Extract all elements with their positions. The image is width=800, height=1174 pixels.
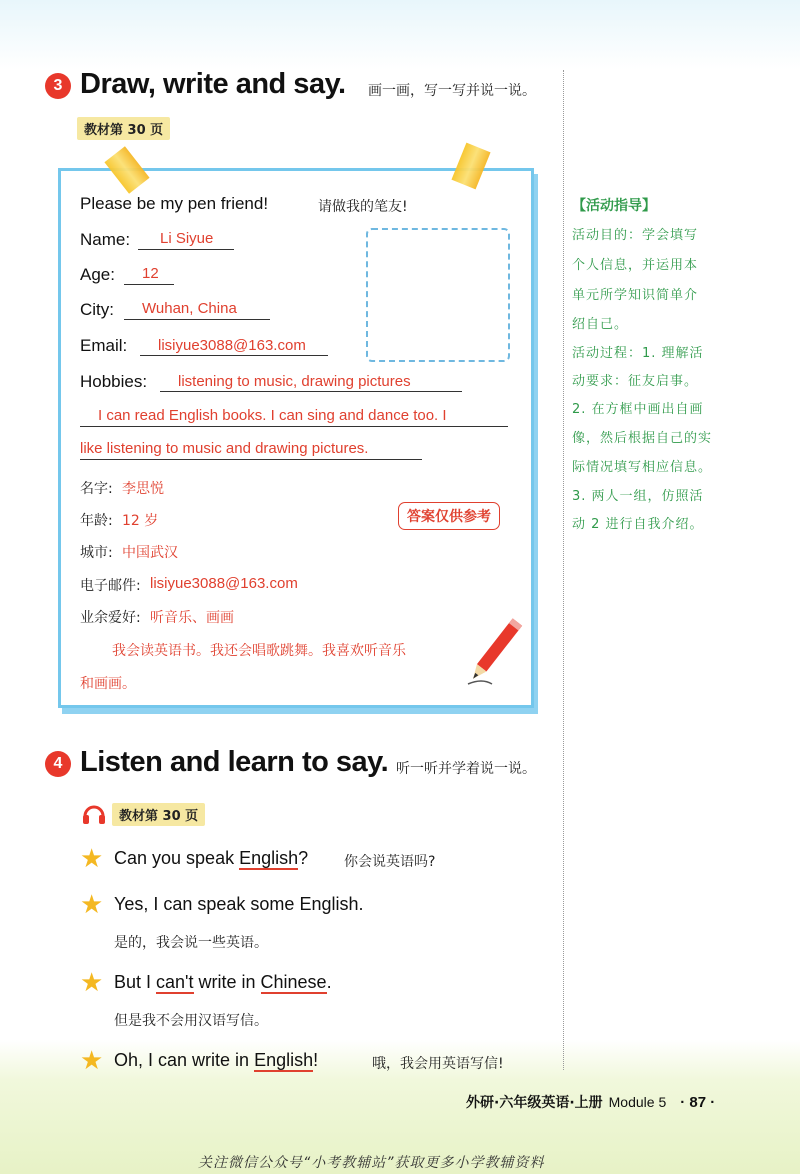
guide-line: 际情况填写相应信息。 [572,460,713,475]
section-4-title: Listen and learn to say. [80,746,389,778]
column-divider [563,70,564,1070]
city-label: City: [80,300,114,319]
guide-line: 活动过程：1. 理解活 [572,346,704,361]
section-4-number: 4 [45,751,71,777]
book-title: 外研·六年级英语·上册 [466,1095,603,1111]
watermark-text: 关注微信公众号“小考教辅站”获取更多小学教辅资料 [198,1155,545,1171]
cn-hobby-label: 业余爱好: [80,610,141,626]
cn-hobby-value: 听音乐、画画 [150,610,234,626]
reference-answer-stamp: 答案仅供参考 [398,502,500,530]
self-portrait-frame [366,228,510,362]
page-footer [466,1092,715,1112]
guide-line: 2. 在方框中画出自画 [572,402,704,417]
star-icon: ★ [80,1046,104,1076]
city-value: Wuhan, China [142,300,237,317]
age-underline [124,284,174,285]
cn-city-value: 中国武汉 [122,545,178,561]
dialogue-line-3-cn: 但是我不会用汉语写信。 [114,1013,268,1029]
age-label: Age: [80,265,115,284]
intro-line-2: like listening to music and drawing pictures. [80,440,369,457]
cn-age-label: 年龄: [80,513,113,529]
dialogue-line-2-cn: 是的，我会说一些英语。 [114,935,268,951]
hobbies-value: listening to music, drawing pictures [178,373,411,390]
guide-title: 【活动指导】 [572,198,656,214]
guide-line: 动要求：征友启事。 [572,374,699,389]
guide-line: 3. 两人一组，仿照活 [572,489,704,504]
guide-line: 活动目的：学会填写 [572,228,699,243]
intro-underline-1 [80,426,508,427]
star-icon: ★ [80,844,104,874]
city-underline [124,319,270,320]
guide-line: 绍自己。 [572,317,629,332]
section-3-title: Draw, write and say. [80,68,346,100]
section-3-number: 3 [45,73,71,99]
dialogue-line-3: But I can't write in Chinese. [114,972,332,992]
intro-underline-2 [80,459,422,460]
name-label: Name: [80,230,131,249]
form-heading-cn: 请做我的笔友! [318,199,408,215]
email-label: Email: [80,336,128,355]
star-icon: ★ [80,968,104,998]
cn-age-value: 12 岁 [122,513,159,529]
dialogue-line-1-cn: 你会说英语吗? [344,854,436,870]
dialogue-line-2: Yes, I can speak some English. [114,894,364,914]
cn-name-value: 李思悦 [122,481,164,497]
cn-city-label: 城市: [80,545,113,561]
cn-name-label: 名字: [80,481,113,497]
page-number: · 87 · [680,1094,716,1111]
name-underline [138,249,234,250]
guide-line: 单元所学知识简单介 [572,288,699,303]
guide-line: 像，然后根据自己的实 [572,431,713,446]
cn-email-label: 电子邮件: [80,578,141,594]
intro-line-1: I can read English books. I can sing and dance too. I [98,407,447,424]
email-value: lisiyue3088@163.com [158,337,306,354]
star-icon: ★ [80,890,104,920]
cn-intro-line-1: 我会读英语书。我还会唱歌跳舞。我喜欢听音乐 [112,643,406,659]
dialogue-line-4-cn: 哦，我会用英语写信! [372,1056,504,1072]
section-4-textbook-tag: 教材第 30 页 [112,803,205,826]
hobbies-label: Hobbies: [80,372,148,391]
section-4-title-cn: 听一听并学着说一说。 [396,761,536,777]
cn-email-value: lisiyue3088@163.com [150,575,298,592]
dialogue-line-1: Can you speak English? [114,848,309,868]
hobbies-underline [160,391,462,392]
section-3-title-cn: 画一画，写一写并说一说。 [368,83,536,99]
form-heading: Please be my pen friend! [80,194,269,213]
name-value: Li Siyue [160,230,214,247]
section-3-textbook-tag: 教材第 30 页 [77,117,170,140]
guide-line: 个人信息，并运用本 [572,258,699,273]
age-value: 12 [142,265,159,282]
headphones-icon [81,800,107,826]
module-label: Module 5 [608,1094,667,1110]
guide-line: 动 2 进行自我介绍。 [572,517,704,532]
dialogue-line-4: Oh, I can write in English! [114,1050,319,1070]
email-underline [140,355,328,356]
pencil-icon [462,612,526,692]
cn-intro-line-2: 和画画。 [80,676,136,692]
